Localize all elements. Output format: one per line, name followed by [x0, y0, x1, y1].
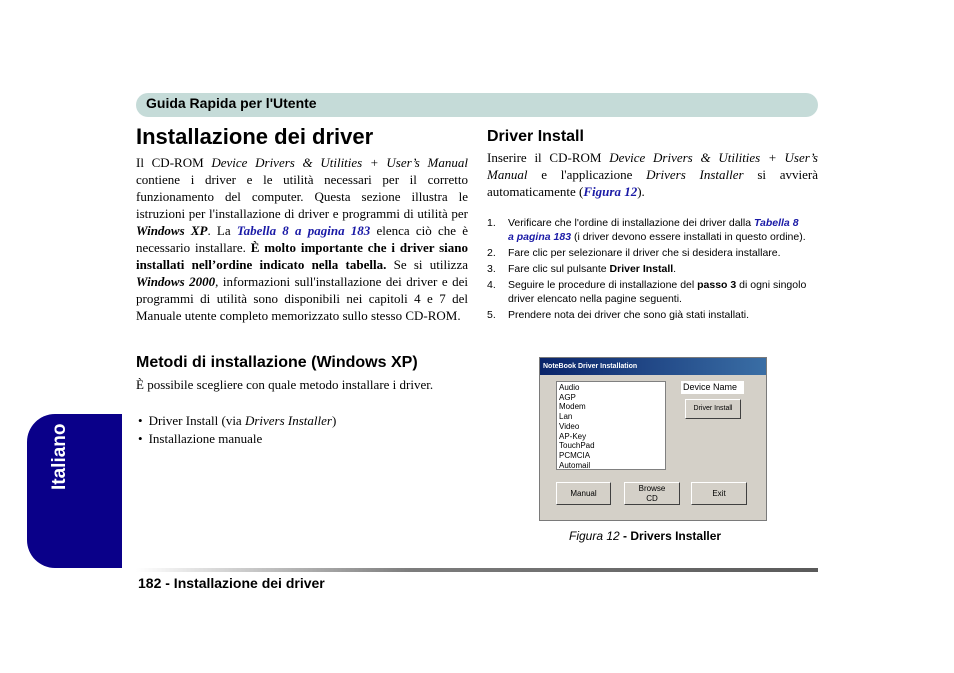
list-item: • Installazione manuale: [138, 430, 336, 448]
figure-caption: Figura 12 - Drivers Installer: [569, 529, 722, 543]
manual-button[interactable]: Manual: [556, 482, 611, 505]
list-item: 4. Seguire le procedure di installazione del passo 3 di ogni singolo driver elencato nella pagine seguenti.: [487, 279, 807, 305]
driver-list-item[interactable]: Video: [559, 421, 580, 431]
driver-listbox[interactable]: [556, 381, 666, 470]
figure-link[interactable]: Figura 12: [583, 184, 638, 199]
list-item: 1. Verificare che l'ordine di installazione dei driver dalla Tabella 8 a pagina 183 (i driver devono essere installati in questo ordine).: [487, 217, 806, 243]
intro-paragraph: Il CD-ROM Device Drivers & Utilities + User’s Manual contiene i driver e le utilità necessari per il corretto funzionamento del computer. Questa sezione illustra le istruzioni per l'installazione di driver e programmi di utilità per Windows XP. La Tabella 8 a pagina 183 elenca ciò che è necessario installare. È molto importante che i driver siano installati nell’ordine indicato nella tabella. Se si utilizza Windows 2000, informazioni sull'installazione dei driver e dei programmi di utilità sono disponibili nei capitoli 4 e 7 del Manuale utente completo memorizzato sullo stesso CD-ROM.: [136, 155, 468, 323]
method-list: [138, 412, 336, 448]
section-heading-driver-install: Driver Install: [487, 128, 584, 145]
driver-install-button[interactable]: Driver Install: [685, 399, 741, 419]
driver-list-item[interactable]: TouchPad: [559, 441, 595, 451]
list-item: 5. Prendere nota dei driver che sono già stati installati.: [487, 309, 750, 321]
language-tab: [27, 414, 122, 568]
driver-list-item[interactable]: AGP: [559, 392, 576, 402]
device-name-field: Device Name: [681, 381, 744, 394]
table-link[interactable]: Tabella 8 a pagina 183: [236, 223, 371, 238]
running-header: Guida Rapida per l'Utente: [146, 95, 317, 111]
browse-cd-button[interactable]: Browse CD: [624, 482, 680, 505]
driver-list-item[interactable]: Lan: [559, 412, 573, 422]
page-footer: 182 - Installazione dei driver: [138, 575, 325, 591]
install-steps: [487, 216, 807, 324]
metodi-paragraph: È possibile scegliere con quale metodo installare i driver.: [136, 377, 434, 392]
driver-list-item[interactable]: Audio: [559, 383, 580, 392]
language-tab-label: Italiano: [49, 423, 70, 490]
table-link[interactable]: Tabella 8 a pagina 183: [508, 217, 799, 243]
exit-button[interactable]: Exit: [691, 482, 747, 505]
section-heading-metodi: Metodi di installazione (Windows XP): [136, 354, 418, 371]
footer-rule: [136, 568, 818, 572]
list-item: 3. Fare clic sul pulsante Driver Install.: [487, 263, 677, 275]
list-item: 2. Fare clic per selezionare il driver che si desidera installare.: [487, 247, 781, 259]
list-item: • Driver Install (via Drivers Installer): [138, 412, 336, 430]
driver-install-paragraph: Inserire il CD-ROM Device Drivers & Utilities + User’s Manual e l'applicazione Drivers Installer si avvierà automaticamente (Figura 12).: [487, 150, 818, 199]
driver-list-item[interactable]: Automail: [559, 460, 591, 470]
driver-list-item[interactable]: Modem: [559, 402, 586, 412]
dialog-title-bar: NoteBook Driver Installation: [540, 358, 766, 375]
page-title: Installazione dei driver: [136, 124, 374, 149]
driver-installer-dialog: [539, 357, 767, 521]
driver-list-item[interactable]: AP-Key: [559, 431, 587, 441]
driver-list-item[interactable]: PCMCIA: [559, 450, 591, 460]
